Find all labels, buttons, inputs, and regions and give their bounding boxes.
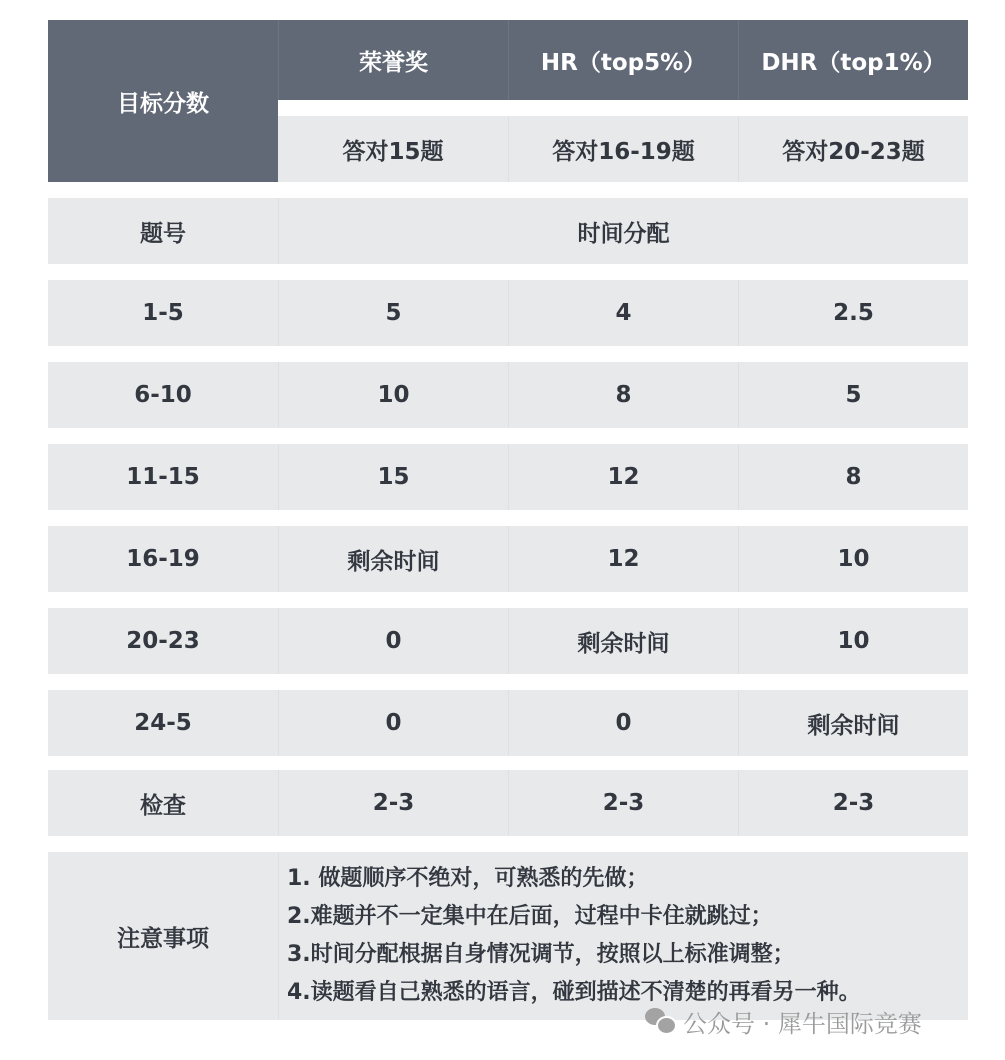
notes-content-cell [278, 852, 968, 1020]
level-header-honor [278, 20, 508, 100]
row-label-cell [48, 770, 278, 836]
time-value: 10 [837, 546, 870, 572]
row-label: 11-15 [126, 464, 200, 490]
row-label-cell [48, 608, 278, 674]
time-value: 10 [837, 628, 870, 654]
time-cell [508, 690, 738, 756]
row-label-cell [48, 690, 278, 756]
row-label: 1-5 [142, 300, 184, 326]
notes-label-cell [48, 852, 278, 1020]
time-cell [278, 608, 508, 674]
time-cell [508, 526, 738, 592]
row-label: 24-5 [134, 710, 192, 736]
time-cell [738, 280, 968, 346]
time-value: 8 [845, 464, 862, 490]
row-label-cell [48, 362, 278, 428]
level-target-hr [508, 116, 738, 182]
time-value: 剩余时间 [577, 630, 670, 657]
wechat-icon [645, 1008, 675, 1034]
level-header-dhr [738, 20, 968, 100]
level-target: 答对15题 [342, 138, 444, 165]
time-cell [738, 362, 968, 428]
level-name: HR（top5%） [540, 49, 707, 76]
level-target-honor [278, 116, 508, 182]
watermark-text: 公众号 · 犀牛国际竞赛 [683, 1009, 922, 1038]
time-cell [738, 444, 968, 510]
note-item: 2.难题并不一定集中在后面，过程中卡住就跳过； [287, 904, 773, 929]
time-cell [508, 362, 738, 428]
time-value: 2-3 [832, 790, 875, 816]
watermark [645, 1003, 922, 1039]
time-value: 0 [385, 710, 402, 736]
time-value: 12 [607, 464, 640, 490]
time-cell [738, 690, 968, 756]
time-cell [278, 362, 508, 428]
time-cell [278, 770, 508, 836]
time-cell [738, 770, 968, 836]
notes-label: 注意事项 [117, 925, 209, 952]
row-label-cell [48, 526, 278, 592]
level-target: 答对16-19题 [552, 138, 695, 165]
time-value: 0 [615, 710, 632, 736]
time-cell [278, 690, 508, 756]
time-value: 2-3 [602, 790, 645, 816]
note-item: 1. 做题顺序不绝对，可熟悉的先做； [287, 866, 649, 891]
time-value: 5 [845, 382, 862, 408]
time-cell [508, 444, 738, 510]
row-label-cell [48, 280, 278, 346]
time-cell [508, 280, 738, 346]
level-name: 荣誉奖 [359, 49, 428, 76]
time-cell [278, 526, 508, 592]
time-cell [738, 526, 968, 592]
time-cell [508, 608, 738, 674]
time-value: 2.5 [833, 300, 874, 326]
target-score-header [48, 20, 278, 182]
note-item: 3.时间分配根据自身情况调节，按照以上标准调整； [287, 942, 795, 967]
notes-list [287, 860, 861, 1012]
time-value: 2-3 [372, 790, 415, 816]
level-name: DHR（top1%） [761, 49, 946, 76]
time-value: 4 [615, 300, 632, 326]
row-label-cell [48, 444, 278, 510]
row-label: 20-23 [126, 628, 200, 654]
time-value: 12 [607, 546, 640, 572]
question-number-header [48, 198, 278, 264]
time-cell [738, 608, 968, 674]
time-value: 15 [377, 464, 410, 490]
time-value: 0 [385, 628, 402, 654]
time-cell [278, 444, 508, 510]
level-target-dhr [738, 116, 968, 182]
time-allocation-header [278, 198, 968, 264]
time-value: 剩余时间 [807, 712, 900, 739]
time-cell [278, 280, 508, 346]
note-item: 4.读题看自己熟悉的语言，碰到描述不清楚的再看另一种。 [287, 980, 861, 1005]
time-cell [508, 770, 738, 836]
row-label: 16-19 [126, 546, 200, 572]
time-allocation-label: 时间分配 [577, 220, 670, 247]
level-header-hr [508, 20, 738, 100]
row-label: 6-10 [134, 382, 192, 408]
target-score-label: 目标分数 [117, 90, 209, 117]
row-label: 检查 [140, 792, 186, 819]
time-value: 8 [615, 382, 632, 408]
level-target: 答对20-23题 [782, 138, 925, 165]
time-value: 10 [377, 382, 410, 408]
time-value: 剩余时间 [347, 548, 440, 575]
time-value: 5 [385, 300, 402, 326]
question-number-label: 题号 [140, 220, 186, 247]
